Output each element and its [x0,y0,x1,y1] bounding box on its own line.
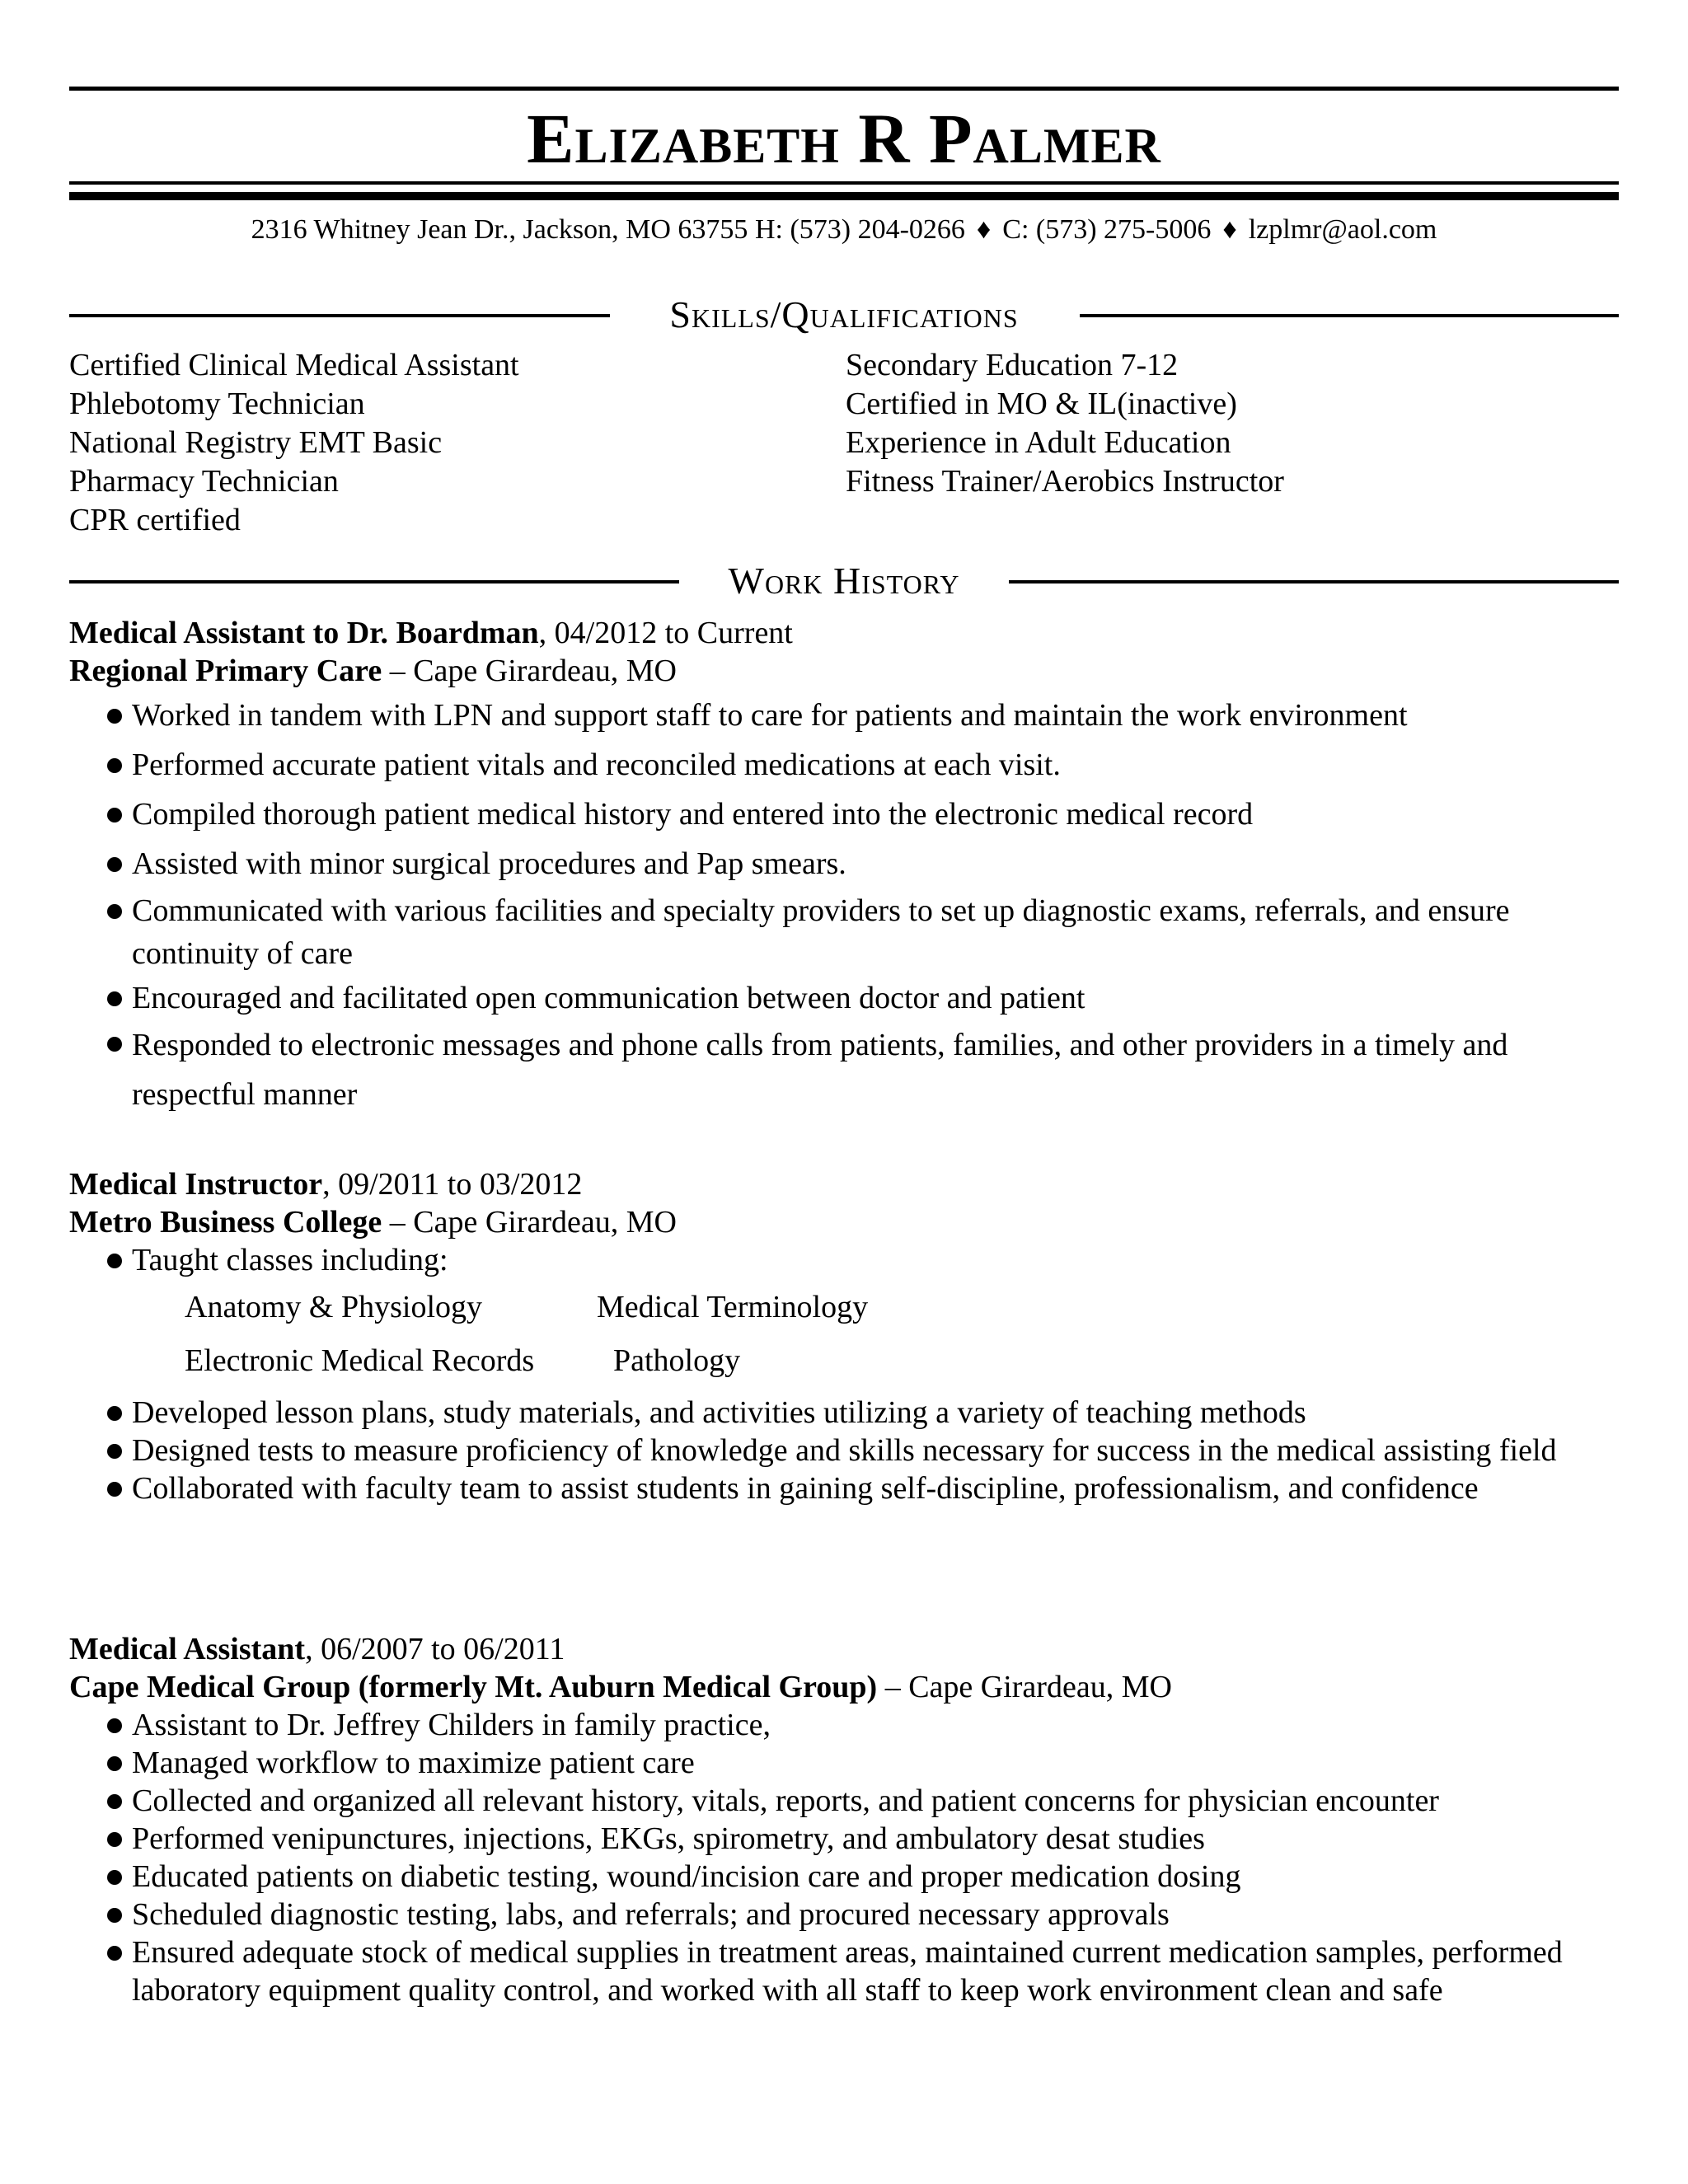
skills-section-heading [69,290,1619,340]
header-thick-rule [69,192,1619,200]
list-item [132,1896,1624,1933]
bullet-text: Taught classes including: [132,1243,448,1277]
work-section-heading [69,556,1619,606]
bullet-icon [107,1037,122,1052]
employer-line [69,652,677,690]
skill-item: CPR certified [69,503,241,537]
list-item [132,1241,1624,1279]
skill-item: Pharmacy Technician [69,464,339,499]
bullet-icon [107,1756,122,1771]
bullet-text: Designed tests to measure proficiency of knowledge and skills necessary for success in the medical assisting field [132,1433,1557,1468]
job-title-line [69,1165,582,1203]
job-2-bullets [132,1394,1624,1507]
employer-line [69,1203,677,1241]
job-2-intro-bullet [132,1241,1624,1279]
bullet-text: Communicated with various facilities and specialty providers to set up diagnostic exams, referrals, and ensure continuity of care [132,893,1510,971]
bullet-text: Scheduled diagnostic testing, labs, and referrals; and procured necessary approvals [132,1897,1170,1932]
bullet-text: Assistant to Dr. Jeffrey Childers in family practice, [132,1708,771,1742]
bullet-icon [107,758,122,773]
bullet-icon [107,1718,122,1733]
bullet-icon [107,709,122,724]
skill-item: Secondary Education 7-12 [846,348,1179,382]
list-item [132,1744,1624,1782]
bullet-text: Educated patients on diabetic testing, wound/incision care and proper medication dosing [132,1859,1241,1894]
bullet-icon [107,1908,122,1923]
job-dates: , 09/2011 to 03/2012 [322,1167,583,1202]
job-title: Medical Assistant [69,1632,306,1666]
bullet-text: Worked in tandem with LPN and support staff to care for patients and maintain the work environment [132,698,1408,733]
bullet-text: Collaborated with faculty team to assist students in gaining self-discipline, professionalism, and confidence [132,1471,1479,1506]
bullet-text: Responded to electronic messages and phone calls from patients, families, and other providers in a timely and respectful manner [132,1028,1508,1112]
candidate-name: Elizabeth R Palmer [527,99,1161,178]
bullet-icon [107,1444,122,1459]
skills-left-column [69,346,519,540]
diamond-separator-icon: ♦ [1222,214,1237,245]
list-item [132,1858,1624,1896]
bullet-icon [107,904,122,919]
job-dates: , 04/2012 to Current [538,616,793,650]
diamond-separator-icon: ♦ [976,214,992,245]
bullet-text: Ensured adequate stock of medical supplies in treatment areas, maintained current medication samples, performed laboratory equipment quality control, and worked with all staff to keep work environment clean and safe [132,1935,1563,2008]
list-item [132,842,1624,886]
list-item [132,977,1624,1020]
list-item [132,743,1624,787]
course-item: Electronic Medical Records [185,1343,535,1378]
job-3-bullets [132,1706,1624,2009]
course-item: Medical Terminology [597,1290,869,1324]
bullet-icon [107,808,122,823]
list-item [132,1933,1624,2009]
header-top-rule [69,87,1619,91]
list-item [132,1782,1624,1820]
bullet-icon [107,1946,122,1961]
bullet-icon [107,1482,122,1497]
course-item: Anatomy & Physiology [185,1290,483,1324]
heading-rule-right [1009,580,1619,583]
job-title-line [69,1630,565,1668]
course-item: Pathology [613,1343,741,1378]
skill-item: Certified Clinical Medical Assistant [69,348,519,382]
skill-item: Experience in Adult Education [846,425,1231,460]
bullet-icon [107,857,122,872]
employer-location: – Cape Girardeau, MO [877,1670,1172,1704]
bullet-text: Performed accurate patient vitals and reconciled medications at each visit. [132,748,1061,782]
employer: Cape Medical Group (formerly Mt. Auburn Medical Group) [69,1670,878,1704]
skill-item: Certified in MO & IL(inactive) [846,387,1237,421]
skills-heading-text: Skills/Qualifications [669,293,1019,335]
cell-phone: C: (573) 275-5006 [1002,214,1212,245]
address: 2316 Whitney Jean Dr., Jackson, MO 63755 [251,214,748,245]
employer-line [69,1668,1172,1706]
list-item [132,694,1624,738]
employer-location: – Cape Girardeau, MO [382,1205,677,1240]
skill-item: Phlebotomy Technician [69,387,365,421]
bullet-text: Developed lesson plans, study materials, and activities utilizing a variety of teaching methods [132,1395,1306,1430]
skills-right-column [846,346,1284,501]
skill-item: National Registry EMT Basic [69,425,443,460]
job-title-line [69,614,793,652]
bullet-text: Managed workflow to maximize patient care [132,1746,695,1780]
contact-line [69,211,1619,249]
bullet-text: Performed venipunctures, injections, EKGs, spirometry, and ambulatory desat studies [132,1821,1205,1856]
job-title: Medical Instructor [69,1167,323,1202]
employer: Regional Primary Care [69,654,382,688]
job-title: Medical Assistant to Dr. Boardman [69,616,539,650]
bullet-icon [107,1406,122,1421]
bullet-icon [107,1254,122,1268]
list-item [132,1394,1624,1432]
bullet-icon [107,1870,122,1885]
list-item [132,1020,1624,1119]
bullet-text: Assisted with minor surgical procedures and Pap smears. [132,846,846,881]
job-1-bullets [132,694,1624,1119]
bullet-text: Encouraged and facilitated open communication between doctor and patient [132,981,1085,1015]
work-heading-text: Work History [728,560,960,602]
list-item [132,793,1624,837]
bullet-icon [107,1832,122,1847]
list-item [132,1432,1624,1469]
home-phone: H: (573) 204-0266 [754,214,965,245]
list-item [132,1820,1624,1858]
employer-location: – Cape Girardeau, MO [382,654,677,688]
list-item [132,1706,1624,1744]
heading-rule-right [1080,314,1619,317]
bullet-icon [107,991,122,1006]
email: lzplmr@aol.com [1248,214,1437,245]
job-dates: , 06/2007 to 06/2011 [305,1632,565,1666]
header-thin-rule [69,181,1619,185]
resume-page [69,0,1619,2184]
bullet-text: Collected and organized all relevant history, vitals, reports, and patient concerns for physician encounter [132,1783,1439,1818]
skill-item: Fitness Trainer/Aerobics Instructor [846,464,1284,499]
list-item [132,889,1624,975]
list-item [132,1469,1624,1507]
employer: Metro Business College [69,1205,382,1240]
bullet-icon [107,1794,122,1809]
bullet-text: Compiled thorough patient medical history and entered into the electronic medical record [132,797,1254,832]
